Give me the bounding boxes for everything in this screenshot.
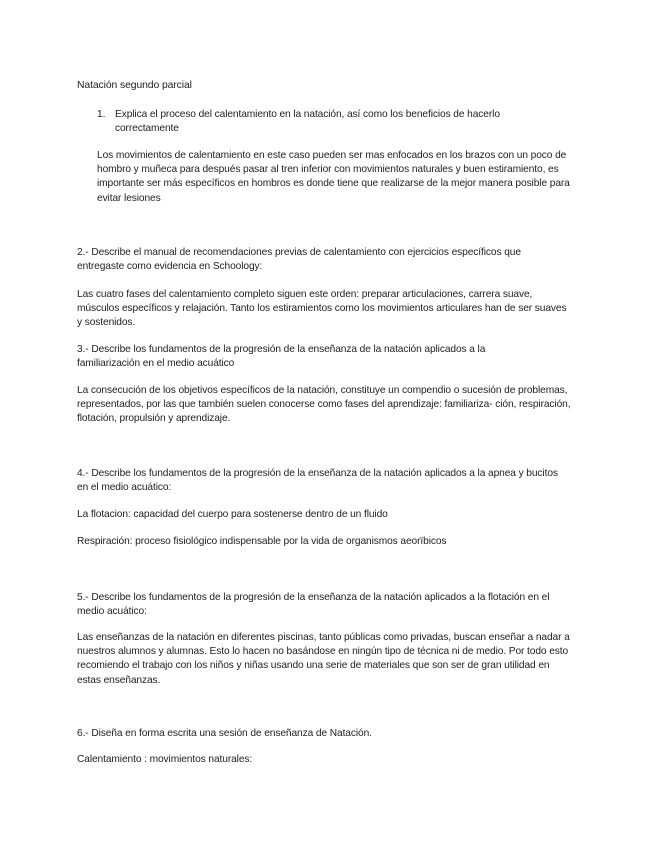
- question-1-number: 1.: [97, 109, 106, 120]
- answer-4b-text: Respiración: proceso fisiológico indispensable por la vida de organismos aeorïbicos: [77, 536, 447, 547]
- question-2-text: 2.- Describe el manual de recomendaciones previas de calentamiento con ejercicios específicos que entregaste como evidencia en Schoology:: [77, 247, 521, 273]
- answer-3-text: La consecución de los objetivos específicos de la natación, constituye un compendio o sucesión de problemas, representados, por las que también suelen conocerse como fases del aprendizaje: familiariza- ción, respiración, flotación, propulsión y aprendizaje.: [77, 385, 571, 425]
- answer-6-text: Calentamiento : movimientos naturales:: [77, 754, 253, 765]
- answer-4a-text: La flotacion: capacidad del cuerpo para sostenerse dentro de un fluido: [77, 509, 388, 520]
- answer-2-text: Las cuatro fases del calentamiento completo siguen este orden: preparar articulaciones, carrera suave, músculos específicos y relajación. Tanto los estiramientos como los movimientos articulares han de ser suaves y sostenidos.: [77, 289, 567, 329]
- question-3-text: 3.- Describe los fundamentos de la progresión de la enseñanza de la natación aplicados a la familiarización en el medio acuático: [77, 344, 486, 370]
- question-6-text: 6.- Diseña en forma escrita una sesión de enseñanza de Natación.: [77, 728, 372, 739]
- question-5-text: 5.- Describe los fundamentos de la progresión de la enseñanza de la natación aplicados a la flotación en el medio acuático:: [77, 592, 550, 618]
- answer-5-text: Las enseñanzas de la natación en diferentes piscinas, tanto públicas como privadas, buscan enseñar a nadar a nuestros alumnos y alumnas. Esto lo hacen no basándose en ningún tipo de técnica ni de medio. Por todo esto recomiendo el trabajo con los niños y niñas usando una serie de materiales que son ser de gran utilidad en estas enseñanzas.: [77, 632, 570, 686]
- question-4-text: 4.- Describe los fundamentos de la progresión de la enseñanza de la natación aplicados a la apnea y bucitos en el medio acuático:: [77, 468, 558, 494]
- answer-1-text: Los movimientos de calentamiento en este caso pueden ser mas enfocados en los brazos con un poco de hombro y muñeca para después pasar al tren inferior con movimientos naturales y buen estiramiento, es importante ser más específicos en hombros es donde tiene que realizarse de la mejor manera posible para evitar lesiones: [97, 150, 570, 204]
- document-title: Natación segundo parcial: [77, 80, 192, 91]
- question-1-text: Explica el proceso del calentamiento en la natación, así como los beneficios de hacerlo correctamente: [115, 109, 500, 135]
